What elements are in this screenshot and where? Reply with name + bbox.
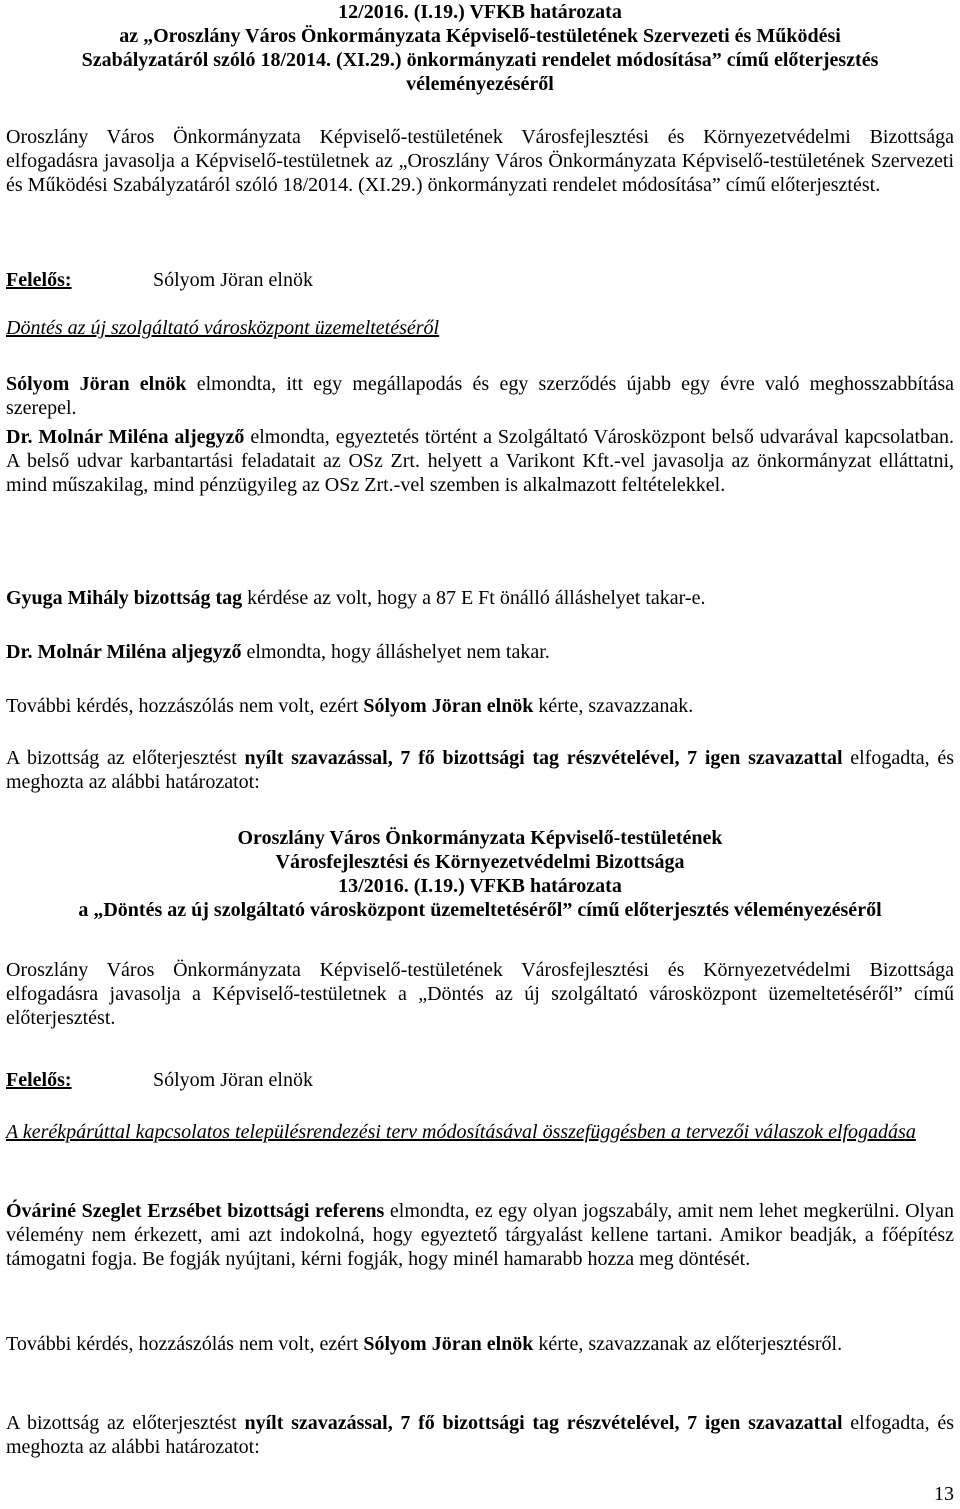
speaker-name: Dr. Molnár Miléna aljegyző bbox=[6, 641, 242, 663]
heading-line-2: Városfejlesztési és Környezetvédelmi Bizottsága bbox=[275, 851, 685, 873]
speaker-name: Sólyom Jöran elnök bbox=[6, 373, 187, 395]
heading-line-4: a „Döntés az új szolgáltató városközpont üzemeltetéséről” című előterjesztés véleményezéséről bbox=[78, 899, 882, 921]
section-1-vote bbox=[0, 746, 960, 794]
speech-text: elmondta, egyeztetés történt a Szolgáltató Városközpont belső udvarával kapcsolatban. A belső udvar karbantartási feladatait az OSz Zrt. helyett a Varikont Kft.-vel javasolja az önkormányzat elláttatni, mind műszakilag, mind pénzügyileg az OSz Zrt.-vel szemben is alkalmazott feltételekkel. bbox=[6, 426, 954, 496]
section-2-p1 bbox=[0, 1199, 960, 1271]
section-2-p2 bbox=[0, 1332, 960, 1356]
vote-details: nyílt szavazással, 7 fő bizottsági tag részvételével, 7 igen szavazattal bbox=[244, 1412, 843, 1434]
speech-text: elmondta, hogy álláshelyet nem takar. bbox=[241, 641, 550, 663]
resolution-2-heading bbox=[0, 826, 960, 922]
speaker-name: Óváriné Szeglet Erzsébet bizottsági referens bbox=[6, 1200, 385, 1222]
resolution-1-heading bbox=[0, 0, 960, 96]
responsible-label: Felelős: bbox=[6, 1069, 72, 1091]
text-run: kérte, szavazzanak az előterjesztésről. bbox=[533, 1333, 843, 1355]
section-1-title: Döntés az új szolgáltató városközpont üzemeltetéséről bbox=[6, 317, 440, 339]
responsible-line-1 bbox=[6, 268, 313, 292]
responsible-name: Sólyom Jöran elnök bbox=[153, 269, 313, 291]
heading-line-1: 12/2016. (I.19.) VFKB határozata bbox=[338, 1, 622, 23]
text-run: A bizottság az előterjesztést bbox=[6, 1412, 245, 1434]
responsible-name: Sólyom Jöran elnök bbox=[153, 1069, 313, 1091]
resolution-2-body bbox=[0, 958, 960, 1030]
text-run: További kérdés, hozzászólás nem volt, ezért bbox=[6, 1333, 364, 1355]
section-2-title-block bbox=[0, 1120, 960, 1144]
responsible-label: Felelős: bbox=[6, 269, 72, 291]
text-run: További kérdés, hozzászólás nem volt, ezért bbox=[6, 695, 364, 717]
page-number: 13 bbox=[934, 1483, 954, 1505]
speech-text: elmondta, itt egy megállapodás és egy szerződés újabb egy évre való meghosszabbítása szerepel. bbox=[6, 373, 954, 419]
speaker-name: Sólyom Jöran elnök bbox=[363, 695, 534, 717]
speaker-name: Sólyom Jöran elnök bbox=[363, 1333, 534, 1355]
section-1-p2 bbox=[0, 425, 960, 497]
speaker-name: Gyuga Mihály bizottság tag bbox=[6, 587, 243, 609]
heading-line-4: véleményezéséről bbox=[406, 73, 554, 95]
section-1-title-block bbox=[0, 316, 960, 340]
heading-line-2: az „Oroszlány Város Önkormányzata Képviselő-testületének Szervezeti és Működési bbox=[119, 25, 841, 47]
text-run: A bizottság az előterjesztést bbox=[6, 747, 245, 769]
section-1-p1 bbox=[0, 372, 960, 420]
text-run: elfogadta, és meghozta az alábbi határozatot: bbox=[6, 1412, 954, 1458]
text-run: kérte, szavazzanak. bbox=[533, 695, 694, 717]
resolution-1-text: Oroszlány Város Önkormányzata Képviselő-testületének Városfejlesztési és Környezetvédelmi Bizottsága elfogadásra javasolja a Képviselő-testületnek az „Oroszlány Város Önkormányzata Képviselő-testületének Szervezeti és Működési Szabályzatáról szóló 18/2014. (XI.29.) önkormányzati rendelet módosítása” című előterjesztést. bbox=[6, 126, 954, 196]
text-run: elfogadta, és meghozta az alábbi határozatot: bbox=[6, 747, 954, 793]
section-1-p4 bbox=[0, 640, 960, 664]
speech-text: elmondta, ez egy olyan jogszabály, amit nem lehet megkerülni. Olyan vélemény nem érkezett, ami azt indokolná, hogy egyeztető tárgyalást kellene tartani. Amikor beadják, a főépítész támogatni fogja. Be fogják nyújtani, kérni fogják, hogy minél hamarabb hozza meg döntését. bbox=[6, 1200, 954, 1270]
section-1-p5 bbox=[0, 694, 960, 718]
resolution-1-body bbox=[0, 125, 960, 197]
responsible-line-2 bbox=[6, 1068, 313, 1092]
speaker-name: Dr. Molnár Miléna aljegyző bbox=[6, 426, 245, 448]
vote-details: nyílt szavazással, 7 fő bizottsági tag részvételével, 7 igen szavazattal bbox=[244, 747, 843, 769]
section-2-vote bbox=[0, 1411, 960, 1459]
section-2-title: A kerékpárúttal kapcsolatos településrendezési terv módosításával összefüggésben a tervezői válaszok elfogadása bbox=[6, 1121, 916, 1143]
heading-line-3: Szabályzatáról szóló 18/2014. (XI.29.) önkormányzati rendelet módosítása” című előterjesztés bbox=[81, 49, 879, 71]
heading-line-1: Oroszlány Város Önkormányzata Képviselő-testületének bbox=[237, 827, 723, 849]
heading-line-3: 13/2016. (I.19.) VFKB határozata bbox=[338, 875, 622, 897]
section-1-p3 bbox=[0, 586, 960, 610]
speech-text: kérdése az volt, hogy a 87 E Ft önálló álláshelyet takar-e. bbox=[242, 587, 706, 609]
resolution-2-text: Oroszlány Város Önkormányzata Képviselő-testületének Városfejlesztési és Környezetvédelmi Bizottsága elfogadásra javasolja a Képviselő-testületnek a „Döntés az új szolgáltató városközpont üzemeltetéséről” című előterjesztést. bbox=[6, 959, 954, 1029]
